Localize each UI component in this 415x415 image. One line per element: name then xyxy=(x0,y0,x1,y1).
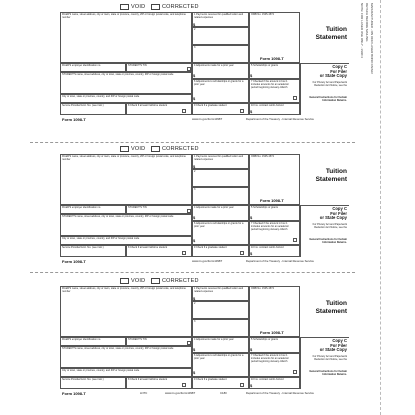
box2-label: 2 xyxy=(194,170,196,173)
tin-truncation-checkbox[interactable] xyxy=(187,341,191,345)
footer-code-right: C180 xyxy=(220,391,227,395)
box5-label: 5 Scholarships or grants xyxy=(251,64,278,67)
box1-label: 1 Payments received for qualified tuition and related expenses xyxy=(194,13,244,19)
box3-label: 3 xyxy=(194,188,196,191)
filer-ein-label: FILER'S employer identification no. xyxy=(62,206,101,209)
box10-dollar: $ xyxy=(250,251,253,256)
form-number: Form 1098-T xyxy=(260,56,284,61)
box7-label: 7 Checked if the amount in box 1 includes amounts for an academic period beginning January–March xyxy=(251,354,289,363)
box9-label: 9 Check if a graduate student xyxy=(194,104,227,107)
tin-truncation-checkbox[interactable] xyxy=(187,209,191,213)
box10-label: 10 Ins. contract reimb./refund xyxy=(251,104,284,107)
box5-label: 5 Scholarships or grants xyxy=(251,206,278,209)
privacy-notice: For Privacy Act and Paperwork Reduction Act Notice, see the xyxy=(312,223,347,229)
filer-name-label: FILER'S name, street address, city or town, state or province, country, ZIP or foreign postal code, and telephone number xyxy=(62,287,186,293)
box4-dollar: $ xyxy=(193,73,196,78)
filer-name-label: FILER'S name, street address, city or town, state or province, country, ZIP or foreign postal code, and telephone number xyxy=(62,13,186,19)
box9-label: 9 Check if a graduate student xyxy=(194,378,227,381)
footer-url: www.irs.gov/Form1098T xyxy=(192,117,223,121)
service-account-label: Service Provider/Acct. No. (see instr.) xyxy=(62,104,104,107)
box9-checkbox[interactable] xyxy=(240,251,244,255)
footer-dept: Department of the Treasury - Internal Revenue Service xyxy=(246,391,314,395)
box8-label: 8 Check if at least half-time student xyxy=(128,246,168,249)
box1-label: 1 Payments received for qualified tuition and related expenses xyxy=(194,287,244,293)
side-text-line1: MANUFACTURED - ON OCR LASER BOND PAPER xyxy=(370,3,374,74)
footer-form: Form 1098-T xyxy=(62,117,86,122)
footer-dept: Department of the Treasury - Internal Revenue Service xyxy=(246,259,314,263)
box1-label: 1 Payments received for qualified tuition and related expenses xyxy=(194,155,244,161)
footer-code-left: LNTC xyxy=(140,391,148,395)
box3-field xyxy=(192,45,249,63)
corrected-checkbox[interactable] xyxy=(151,278,160,284)
corrected-label: CORRECTED xyxy=(162,278,199,284)
student-tin-label: STUDENT'S TIN xyxy=(128,206,147,209)
tuition-title: Tuition Statement xyxy=(315,168,347,183)
student-name-label: STUDENT'S name, street address, city or town, state or province, country, ZIP or foreign postal code xyxy=(62,73,174,76)
margin-perforation xyxy=(380,0,381,415)
filer-name-field[interactable] xyxy=(60,154,192,205)
filer-name-field[interactable] xyxy=(60,286,192,337)
privacy-notice: For Privacy Act and Paperwork Reduction Act Notice, see the xyxy=(312,81,347,87)
box5-label: 5 Scholarships or grants xyxy=(251,338,278,341)
student-name-label: STUDENT'S name, street address, city or town, state or province, country, ZIP or foreign postal code xyxy=(62,215,174,218)
void-label: VOID xyxy=(131,278,146,284)
box6-dollar: $ xyxy=(193,370,196,375)
box1-dollar: $ xyxy=(193,164,196,169)
form-1098t-copy-3 xyxy=(60,278,349,412)
form-number: Form 1098-T xyxy=(260,330,284,335)
box3-field xyxy=(192,187,249,205)
copy-title: Copy C For Filer or State Copy xyxy=(319,64,347,79)
box3-field xyxy=(192,319,249,337)
student-tin-label: STUDENT'S TIN xyxy=(128,338,147,341)
tin-truncation-checkbox[interactable] xyxy=(187,67,191,71)
box5-dollar: $ xyxy=(250,215,253,220)
box1-dollar: $ xyxy=(193,22,196,27)
box2-label: 2 xyxy=(194,28,196,31)
corrected-label: CORRECTED xyxy=(162,4,199,10)
box9-checkbox[interactable] xyxy=(240,383,244,387)
city-label: City or town, state or province, country, and ZIP or foreign postal code xyxy=(62,369,140,372)
footer-form: Form 1098-T xyxy=(62,391,86,396)
box4-label: 4 Adjustments made for a prior year xyxy=(194,206,234,209)
box8-checkbox[interactable] xyxy=(182,109,186,113)
box4-label: 4 Adjustments made for a prior year xyxy=(194,64,234,67)
corrected-label: CORRECTED xyxy=(162,146,199,152)
box3-label: 3 xyxy=(194,46,196,49)
void-checkbox[interactable] xyxy=(120,4,129,10)
general-instructions: General Instructions for Certain Information Returns. xyxy=(309,238,347,244)
copy-title: Copy C For Filer or State Copy xyxy=(319,206,347,221)
perforation-line-1 xyxy=(30,142,355,143)
void-checkbox[interactable] xyxy=(120,146,129,152)
box8-label: 8 Check if at least half-time student xyxy=(128,378,168,381)
box6-label: 6 Adjustments to scholarships or grants for a prior year xyxy=(194,354,244,360)
perforation-line-2 xyxy=(30,272,355,273)
copy-title: Copy C For Filer or State Copy xyxy=(319,338,347,353)
student-tin-label: STUDENT'S TIN xyxy=(128,64,147,67)
box1-dollar: $ xyxy=(193,296,196,301)
footer-form: Form 1098-T xyxy=(62,259,86,264)
side-printing xyxy=(357,3,375,138)
filer-name-field[interactable] xyxy=(60,12,192,63)
side-text-line2: DETACH BEFORE MAILING xyxy=(365,3,369,42)
box2-field xyxy=(192,169,249,187)
box4-dollar: $ xyxy=(193,215,196,220)
box10-label: 10 Ins. contract reimb./refund xyxy=(251,378,284,381)
form-1098t-copy-2 xyxy=(60,146,349,280)
filer-ein-label: FILER'S employer identification no. xyxy=(62,64,101,67)
footer-url: www.irs.gov/Form1098T xyxy=(192,259,223,263)
box5-dollar: $ xyxy=(250,73,253,78)
service-account-label: Service Provider/Acct. No. (see instr.) xyxy=(62,246,104,249)
corrected-checkbox[interactable] xyxy=(151,146,160,152)
void-label: VOID xyxy=(131,146,146,152)
box6-dollar: $ xyxy=(193,238,196,243)
box9-label: 9 Check if a graduate student xyxy=(194,246,227,249)
box2-field xyxy=(192,27,249,45)
box6-dollar: $ xyxy=(193,96,196,101)
omb-number: OMB No. 1545-1574 xyxy=(251,155,274,158)
general-instructions: General Instructions for Certain Information Returns. xyxy=(309,96,347,102)
general-instructions: General Instructions for Certain Information Returns. xyxy=(309,370,347,376)
box8-checkbox[interactable] xyxy=(182,383,186,387)
box10-dollar: $ xyxy=(250,109,253,114)
city-label: City or town, state or province, country, and ZIP or foreign postal code xyxy=(62,95,140,98)
corrected-checkbox[interactable] xyxy=(151,4,160,10)
omb-number: OMB No. 1545-1574 xyxy=(251,287,274,290)
box10-label: 10 Ins. contract reimb./refund xyxy=(251,246,284,249)
filer-name-label: FILER'S name, street address, city or town, state or province, country, ZIP or foreign postal code, and telephone number xyxy=(62,155,186,161)
form-1098t-copy-1 xyxy=(60,4,349,138)
box7-checkbox[interactable] xyxy=(293,370,297,374)
box9-checkbox[interactable] xyxy=(240,109,244,113)
void-checkbox[interactable] xyxy=(120,278,129,284)
filer-ein-label: FILER'S employer identification no. xyxy=(62,338,101,341)
box2-field xyxy=(192,301,249,319)
box7-checkbox[interactable] xyxy=(293,96,297,100)
box4-dollar: $ xyxy=(193,347,196,352)
box4-label: 4 Adjustments made for a prior year xyxy=(194,338,234,341)
student-name-label: STUDENT'S name, street address, city or town, state or province, country, ZIP or foreign postal code xyxy=(62,347,174,350)
box7-checkbox[interactable] xyxy=(293,238,297,242)
box7-label: 7 Checked if the amount in box 1 includes amounts for an academic period beginning January–March xyxy=(251,80,289,89)
footer-url: www.irs.gov/Form1098T xyxy=(165,391,196,395)
box8-label: 8 Check if at least half-time student xyxy=(128,104,168,107)
box3-label: 3 xyxy=(194,320,196,323)
tuition-title: Tuition Statement xyxy=(315,26,347,41)
box10-dollar: $ xyxy=(250,383,253,388)
side-text-line3: NOTE: FOR LASER USE ONLY - 1SRF4 xyxy=(360,3,364,58)
box2-label: 2 xyxy=(194,302,196,305)
box6-label: 6 Adjustments to scholarships or grants for a prior year xyxy=(194,80,244,86)
city-label: City or town, state or province, country, and ZIP or foreign postal code xyxy=(62,237,140,240)
box6-label: 6 Adjustments to scholarships or grants for a prior year xyxy=(194,222,244,228)
form-number: Form 1098-T xyxy=(260,198,284,203)
void-label: VOID xyxy=(131,4,146,10)
box7-label: 7 Checked if the amount in box 1 includes amounts for an academic period beginning January–March xyxy=(251,222,289,231)
privacy-notice: For Privacy Act and Paperwork Reduction Act Notice, see the xyxy=(312,355,347,361)
tuition-title: Tuition Statement xyxy=(315,300,347,315)
footer-dept: Department of the Treasury - Internal Revenue Service xyxy=(246,117,314,121)
box5-dollar: $ xyxy=(250,347,253,352)
box8-checkbox[interactable] xyxy=(182,251,186,255)
omb-number: OMB No. 1545-1574 xyxy=(251,13,274,16)
service-account-label: Service Provider/Acct. No. (see instr.) xyxy=(62,378,104,381)
